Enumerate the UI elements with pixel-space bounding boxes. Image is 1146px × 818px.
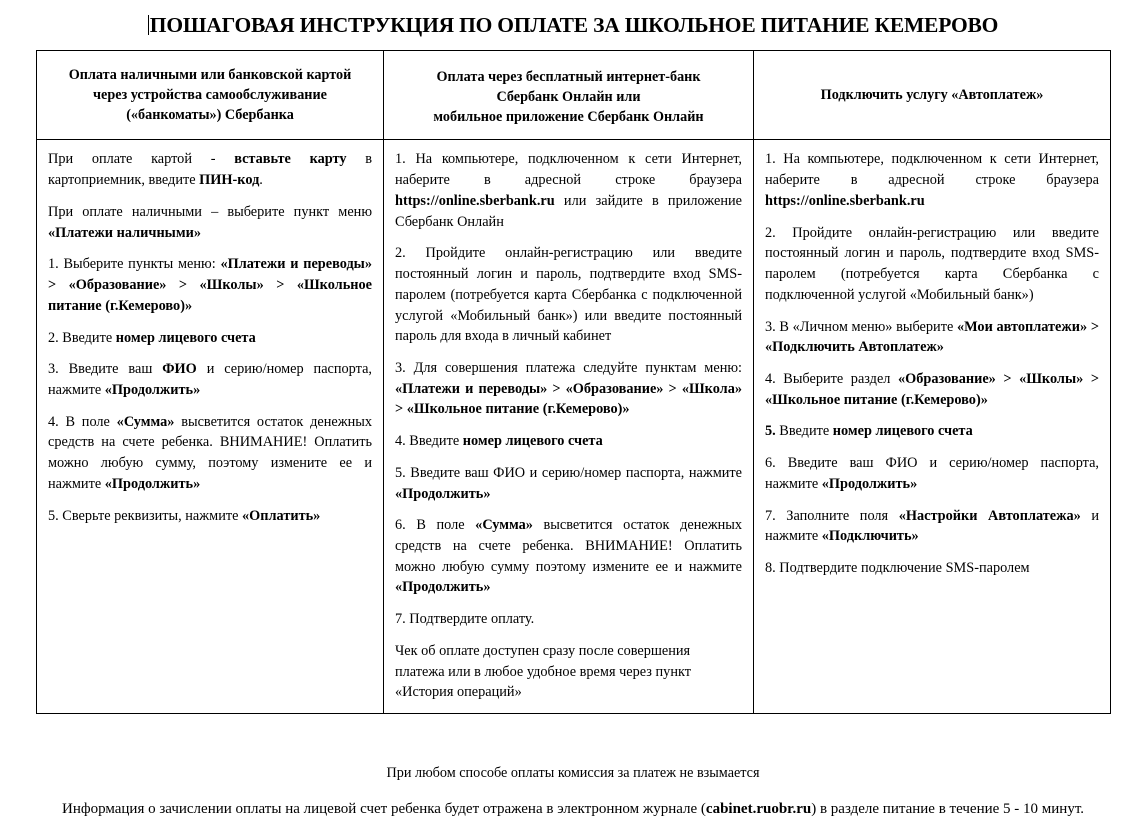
text-run-bold: номер лицевого счета: [115, 329, 256, 346]
text-run: высветится остаток денежных средств на счете ребенка. ВНИМАНИЕ! Оплатить можно любую сумму поэтому измените ее и нажмите: [395, 517, 743, 575]
text-run: и серию/номер паспорта, нажмите: [48, 361, 372, 398]
text-run: При оплате картой -: [48, 151, 235, 168]
text-run: 6. Введите ваш ФИО и серию/номер паспорта, нажмите: [765, 455, 1099, 492]
text-run-bold-url: cabinet.ruobr.ru: [705, 801, 812, 817]
step-paragraph: [395, 149, 742, 232]
step-paragraph: [48, 149, 372, 190]
text-run-bold: >: [547, 380, 566, 397]
text-run-bold: «Мои автоплатежи»: [956, 318, 1088, 335]
text-run: высветится остаток денежных средств на счете ребенка. ВНИМАНИЕ! Оплатить можно любую сумму, поэтому измените ее и нажмите: [48, 413, 373, 492]
text-run-bold: «Школьное питание (г.Кемерово)»: [48, 277, 372, 314]
text-run-bold: «Платежи и переводы»: [220, 256, 372, 273]
text-run-bold: «Образование»: [68, 277, 167, 294]
text-run: 4. Введите: [395, 433, 463, 450]
step-paragraph: [48, 328, 372, 349]
step-paragraph: 8. Подтвердите подключение SMS-паролем: [765, 559, 1030, 576]
text-run: и нажмите: [765, 507, 1099, 545]
text-run-bold: «Образование»: [898, 370, 996, 387]
text-run: 1. Выберите пункты меню:: [48, 256, 221, 273]
text-run: 5. Введите ваш ФИО и серию/номер паспорта, нажмите: [395, 464, 742, 481]
page-title: [0, 14, 1146, 38]
step-paragraph: [48, 412, 372, 495]
text-run: в картоприемник, введите: [48, 151, 373, 189]
text-run-bold: вставьте карту: [234, 151, 347, 168]
table-body-row: [37, 140, 1111, 714]
step-paragraph: [765, 369, 1099, 410]
text-run-bold: ПИН-код: [199, 172, 260, 189]
crediting-info-note: [0, 801, 1146, 818]
step-paragraph: Чек об оплате доступен сразу после совершения платежа или в любое удобное время через пункт «История операций»: [395, 642, 691, 701]
text-run-bold: «Платежи наличными»: [48, 224, 201, 241]
text-run-bold: «Школы»: [1019, 370, 1084, 387]
text-run-bold: >: [395, 401, 407, 418]
column-header-line: мобильное приложение Сбербанк Онлайн: [433, 109, 704, 126]
commission-note: При любом способе оплаты комиссия за платеж не взымается: [386, 765, 760, 781]
text-run: 4. В поле: [48, 413, 117, 430]
step-paragraph: [765, 506, 1099, 547]
instructions-table: [36, 50, 1111, 714]
text-run: ) в разделе питание в течение 5 - 10 минут.: [811, 801, 1085, 817]
step-paragraph: [395, 515, 742, 598]
column-header-line: («банкоматы») Сбербанка: [126, 107, 294, 124]
text-run-bold: «Подключить Автоплатеж»: [765, 339, 944, 356]
page-title-text: ПОШАГОВАЯ ИНСТРУКЦИЯ ПО ОПЛАТЕ ЗА ШКОЛЬНОЕ ПИТАНИЕ КЕМЕРОВО: [149, 13, 999, 37]
text-run-bold: «Продолжить»: [395, 485, 491, 502]
column-header-line: Оплата через бесплатный интернет-банк: [436, 69, 701, 85]
text-run-bold: номер лицевого счета: [462, 433, 603, 450]
column-header-cash-atm: [37, 51, 384, 140]
step-paragraph: [48, 254, 372, 316]
text-run-bold: «Продолжить»: [104, 475, 201, 492]
step-paragraph: [48, 202, 372, 243]
text-run-bold: «Настройки Автоплатежа»: [898, 507, 1081, 524]
column-header-line: Сбербанк Онлайн или: [496, 89, 641, 106]
column-body-autopayment: [754, 140, 1111, 714]
text-run-bold: «Продолжить»: [821, 475, 918, 492]
text-run: При оплате наличными – выберите пункт меню: [48, 203, 372, 220]
text-run: 5. Сверьте реквизиты, нажмите: [48, 507, 243, 524]
text-run: 4. Выберите раздел: [765, 370, 898, 387]
text-run-bold: «Сумма»: [475, 517, 533, 534]
column-header-autopayment: [754, 51, 1111, 140]
text-run-bold: ФИО: [162, 361, 197, 378]
text-run-bold: «Школы»: [199, 277, 264, 294]
text-run-bold: >: [1083, 370, 1099, 387]
step-paragraph: [395, 358, 742, 420]
text-run: 2. Введите: [48, 329, 116, 346]
step-paragraph: [395, 431, 742, 452]
text-run: Введите: [775, 423, 833, 440]
text-run-bold: номер лицевого счета: [832, 423, 973, 440]
text-run-bold: >: [663, 380, 682, 397]
column-body-sberbank-online: [384, 140, 754, 714]
text-run-bold: «Подключить»: [821, 528, 919, 545]
text-run-bold: >: [995, 370, 1020, 387]
text-run-bold: «Школьное питание (г.Кемерово)»: [765, 391, 988, 408]
text-run-bold: «Оплатить»: [242, 507, 321, 524]
text-run: или зайдите в приложение Сбербанк Онлайн: [395, 192, 742, 230]
step-paragraph: 2. Пройдите онлайн-регистрацию или введите постоянный логин и пароль, подтвердите вход SMS-паролем (потребуется карта Сбербанка с подключенной услугой «Мобильный банк») или введите постоянный пароль для входа в личный кабинет: [395, 245, 742, 345]
column-header-line: Оплата наличными или банковской картой: [68, 67, 352, 83]
step-paragraph: 7. Подтвердите оплату.: [395, 611, 535, 628]
text-run-bold: >: [263, 277, 297, 294]
text-run: 1. На компьютере, подключенном к сети Интернет, наберите в адресной строке браузера: [395, 151, 742, 189]
column-header-line: Подключить услугу «Автоплатеж»: [820, 87, 1044, 104]
text-run: 3. Для совершения платежа следуйте пунктам меню:: [395, 359, 742, 376]
column-header-sberbank-online: [384, 51, 754, 140]
text-run: 3. Введите ваш: [48, 361, 163, 378]
text-run-bold: «Школа»: [681, 380, 742, 397]
text-run: .: [259, 172, 263, 189]
step-paragraph: [48, 506, 372, 527]
step-paragraph: 2. Пройдите онлайн-регистрацию или введите постоянный логин и пароль, подтвердите вход SMS-паролем (потребуется карта Сбербанка с подключенной услугой «Мобильный банк»): [765, 224, 1099, 303]
text-run-bold-url: https://online.sberbank.ru: [395, 192, 555, 209]
text-run-bold: «Продолжить»: [104, 381, 201, 398]
text-run-bold-url: https://online.sberbank.ru: [765, 192, 925, 209]
text-caret: [148, 15, 149, 35]
column-header-line: через устройства самообслуживание: [93, 87, 327, 104]
text-run: 3. В «Личном меню» выберите: [765, 318, 957, 335]
text-run-bold: 5.: [765, 423, 776, 440]
column-body-cash-atm: [37, 140, 384, 714]
text-run-bold: >: [1087, 318, 1099, 335]
text-run: Информация о зачислении оплаты на лицевой счет ребенка будет отражена в электронном журнале (: [61, 801, 706, 817]
text-run-bold: «Школьное питание (г.Кемерово)»: [406, 401, 630, 418]
text-run-bold: «Платежи и переводы»: [395, 380, 548, 397]
text-run: 6. В поле: [395, 517, 476, 534]
step-paragraph: [395, 463, 742, 504]
step-paragraph: [765, 149, 1099, 211]
text-run-bold: «Сумма»: [116, 413, 175, 430]
text-run: 1. На компьютере, подключенном к сети Интернет, наберите в адресной строке браузера: [765, 151, 1099, 189]
step-paragraph: [48, 359, 372, 400]
text-run-bold: «Образование»: [565, 380, 664, 397]
table-header-row: [37, 51, 1111, 140]
text-run-bold: «Продолжить»: [395, 579, 491, 596]
step-paragraph: [765, 453, 1099, 494]
text-run-bold: >: [48, 277, 69, 294]
step-paragraph: [765, 421, 1099, 442]
text-run-bold: >: [166, 277, 200, 294]
step-paragraph: [765, 317, 1099, 358]
text-run: 7. Заполните поля: [765, 507, 899, 524]
